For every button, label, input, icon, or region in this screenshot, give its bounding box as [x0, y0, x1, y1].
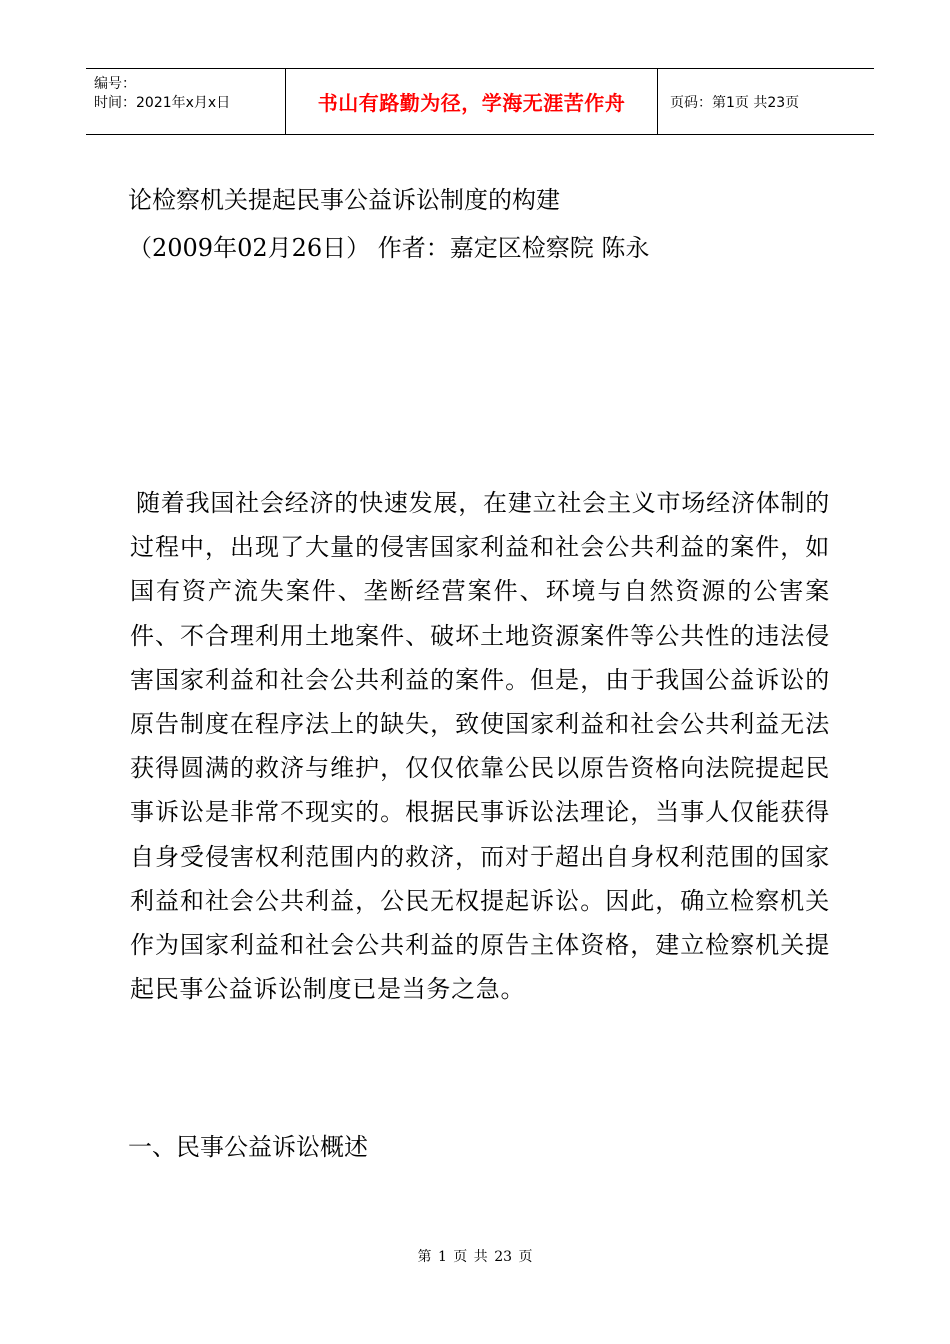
section-heading: 一、民事公益诉讼概述	[128, 1133, 368, 1161]
header-meta-cell	[86, 69, 286, 134]
body-paragraph: 随着我国社会经济的快速发展，在建立社会主义市场经济体制的过程中，出现了大量的侵害国家利益和社会公共利益的案件，如国有资产流失案件、垄断经营案件、环境与自然资源的公害案件、不合理利用土地案件、破坏土地资源案件等公共性的违法侵害国家利益和社会公共利益的案件。但是，由于我国公益诉讼的原告制度在程序法上的缺失，致使国家利益和社会公共利益无法获得圆满的救济与维护，仅仅依靠公民以原告资格向法院提起民事诉讼是非常不现实的。根据民事诉讼法理论，当事人仅能获得自身受侵害权利范围内的救济，而对于超出自身权利范围的国家利益和社会公共利益，公民无权提起诉讼。因此，确立检察机关作为国家利益和社会公共利益的原告主体资格，建立检察机关提起民事公益诉讼制度已是当务之急。	[130, 489, 830, 1004]
header-page-cell	[658, 69, 874, 134]
document-number-label: 编号：	[94, 76, 136, 92]
header-page-number: 页码：第1页 共23页	[670, 94, 800, 111]
header-motto: 书山有路勤为径，学海无涯苦作舟	[317, 91, 626, 115]
document-title: 论检察机关提起民事公益诉讼制度的构建	[128, 186, 560, 214]
header-motto-cell	[286, 69, 658, 134]
page-footer: 第 1 页 共 23 页	[417, 1249, 533, 1265]
page-header	[86, 68, 874, 135]
document-time-label: 时间：2021年x月x日	[94, 95, 231, 111]
document-byline: （2009年02月26日） 作者：嘉定区检察院 陈永	[128, 234, 650, 262]
